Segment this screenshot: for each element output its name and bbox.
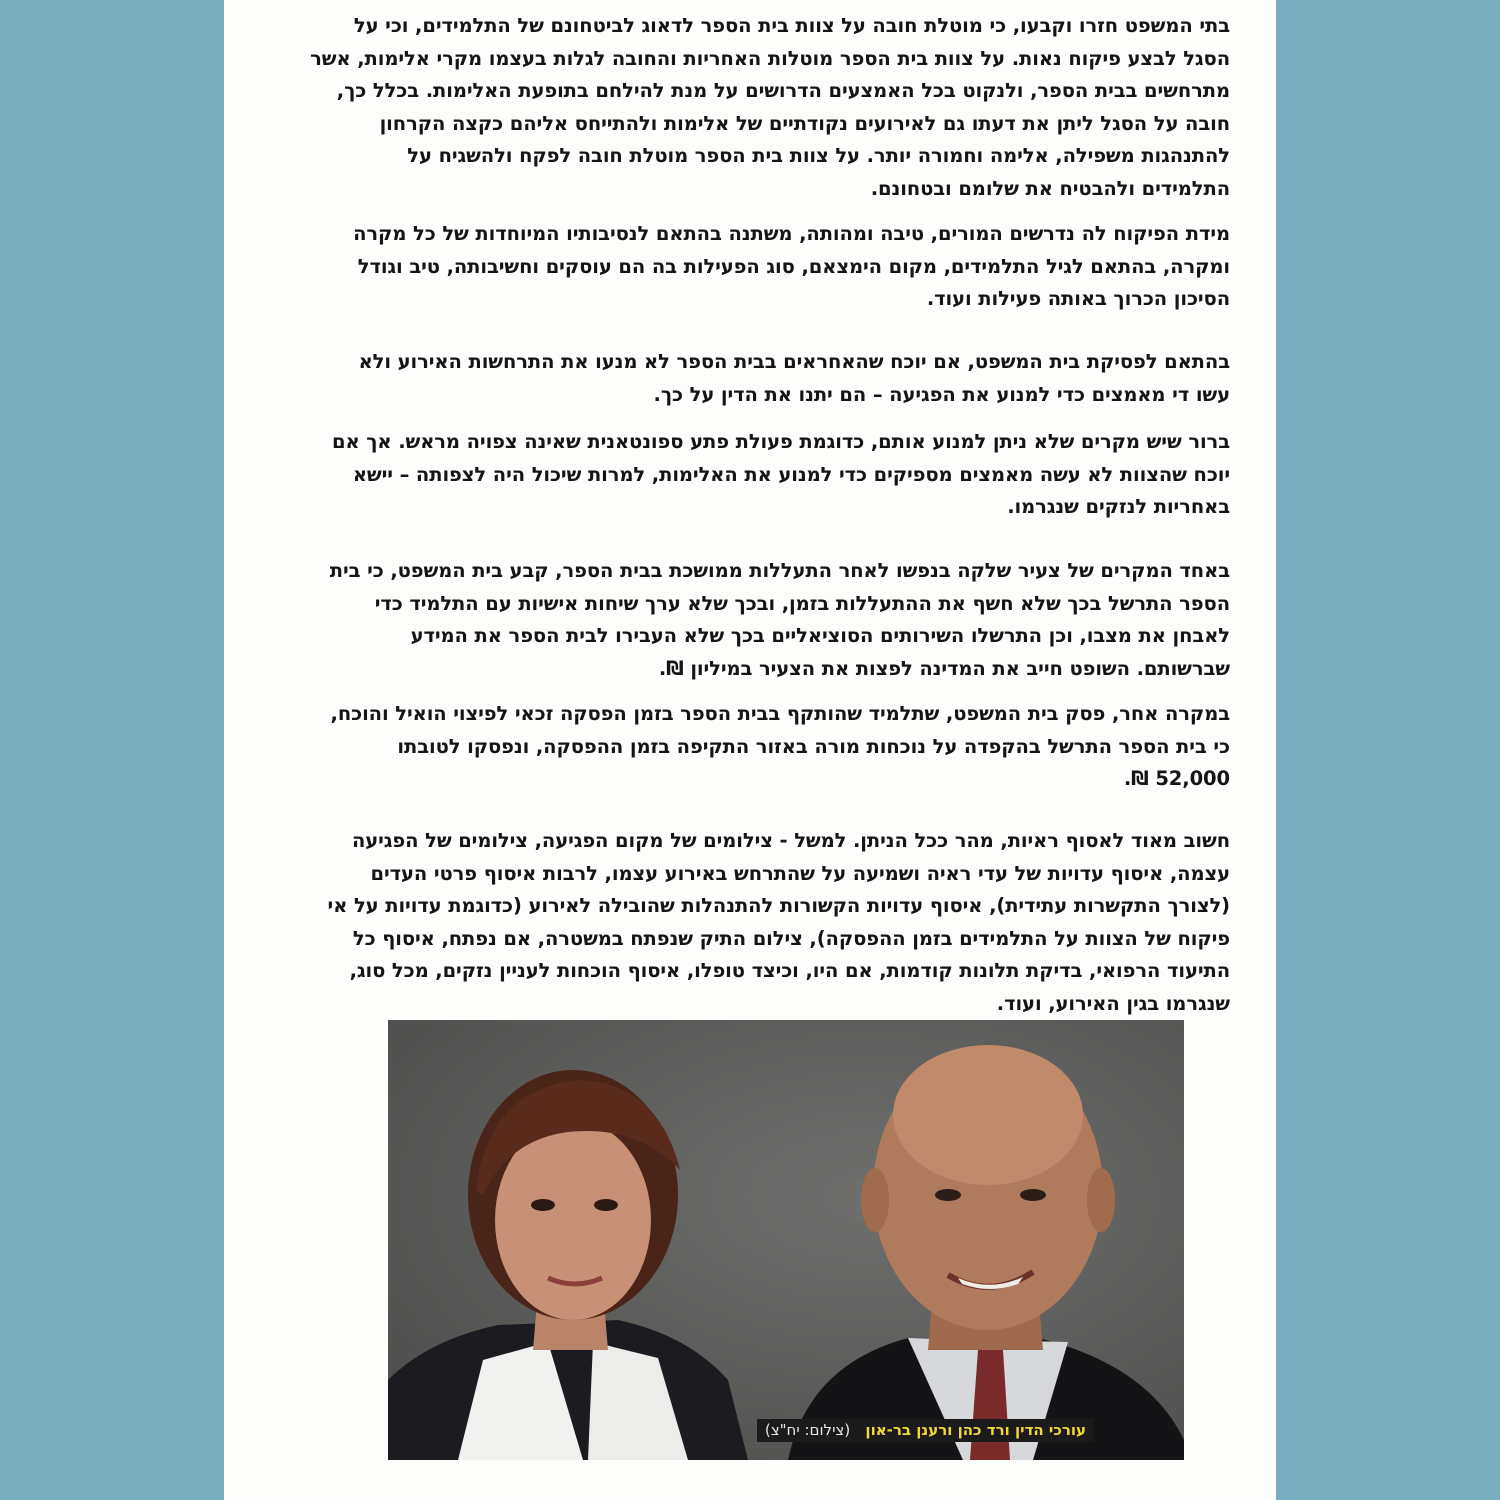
paragraph-text: במקרה אחר, פסק בית המשפט, שתלמיד שהותקף בבית הספר בזמן הפסקה זכאי לפיצוי הואיל והוכח, כי בית הספר התרשל בהקפדה על נוכחות מורה באזור התקיפה בזמן ההפסקה, ונפסקו לטובתו 52,000 ₪. [330,702,1230,791]
lawyers-photo [388,1020,1184,1460]
photo-illustration [388,1020,1184,1460]
article-paragraph-3 [260,346,1230,411]
paragraph-text: בתי המשפט חזרו וקבעו, כי מוטלת חובה על צוות בית הספר לדאוג לביטחונם של התלמידים, וכי על הסגל לבצע פיקוח נאות. על צוות בית הספר מוטלות האחריות והחובה לגלות בעצמו מקרי אלימות, אשר מתרחשים בבית הספר, ולנקוט בכל האמצעים הדרושים על מנת להילחם בתופעת האלימות. בכלל כך, חובה על הסגל ליתן את דעתו גם לאירועים נקודתיים של אלימות ולהתייחס אליהם כקצה הקרחון להתנהגות משפילה, אלימה וחמורה יותר. על צוות בית הספר מוטלת חובה לפקח ולהשגיח על התלמידים ולהבטיח את שלומם ובטחונם. [310,14,1230,200]
article-paragraph-5 [260,555,1230,685]
article-paragraph-4 [260,426,1230,524]
paragraph-text: בהתאם לפסיקת בית המשפט, אם יוכח שהאחראים בבית הספר לא מנעו את התרחשות האירוע ולא עשו די מאמצים כדי למנוע את הפגיעה – הם יתנו את הדין על כך. [358,350,1230,406]
paragraph-text: חשוב מאוד לאסוף ראיות, מהר ככל הניתן. למשל - צילומים של מקום הפגיעה, צילומים של הפגיעה עצמה, איסוף עדויות של עדי ראיה ושמיעה על שהתרחש באירוע עצמו, לרבות איסוף פרטי העדים (לצורך התקשרות עתידית), איסוף עדויות הקשורות להתנהלות שהובילה לאירוע (כדוגמת עדויות על אי פיקוח של הצוות על התלמידים בזמן ההפסקה), צילום התיק שנפתח במשטרה, אם נפתח, איסוף כל התיעוד הרפואי, בדיקת תלונות קודמות, אם היו, וכיצד טופלו, איסוף הוכחות לעניין נזקים, מכל סוג, שנגרמו בגין האירוע, ועוד. [327,829,1230,1015]
article-paragraph-7 [260,825,1230,1021]
paragraph-text: מידת הפיקוח לה נדרשים המורים, טיבה ומהותה, משתנה בהתאם לנסיבותיו המיוחדות של כל מקרה ומקרה, בהתאם לגיל התלמידים, מקום הימצאם, סוג הפעילות בה הם עוסקים וחשיבותה, טיב וגודל הסיכון הכרוך באותה פעילות ועוד. [353,222,1230,311]
caption-names: עורכי הדין ורד כהן ורענן בר-און [865,1421,1086,1439]
article-paragraph-6 [260,698,1230,796]
photo-caption [757,1419,1094,1442]
paragraph-text: ברור שיש מקרים שלא ניתן למנוע אותם, כדוגמת פעולת פתע ספונטאנית שאינה צפויה מראש. אך אם יוכח שהצוות לא עשה מאמצים מספיקים כדי למנוע את האלימות, למרות שיכול היה לצפותה – יישא באחריות לנזקים שנגרמו. [331,430,1230,519]
document-page [224,0,1276,1500]
paragraph-text: באחד המקרים של צעיר שלקה בנפשו לאחר התעללות ממושכת בבית הספר, קבע בית המשפט, כי בית הספר התרשל בכך שלא חשף את ההתעללות בזמן, ובכך שלא ערך שיחות אישיות עם התלמיד כדי לאבחן את מצבו, וכן התרשלו השירותים הסוציאליים בכך שלא העבירו לבית הספר את המידע שברשותם. השופט חייב את המדינה לפצות את הצעיר במיליון ₪. [329,559,1230,680]
caption-credit: (צילום: יח"צ) [764,1421,851,1439]
article-paragraph-1 [260,10,1230,206]
article-paragraph-2 [260,218,1230,316]
